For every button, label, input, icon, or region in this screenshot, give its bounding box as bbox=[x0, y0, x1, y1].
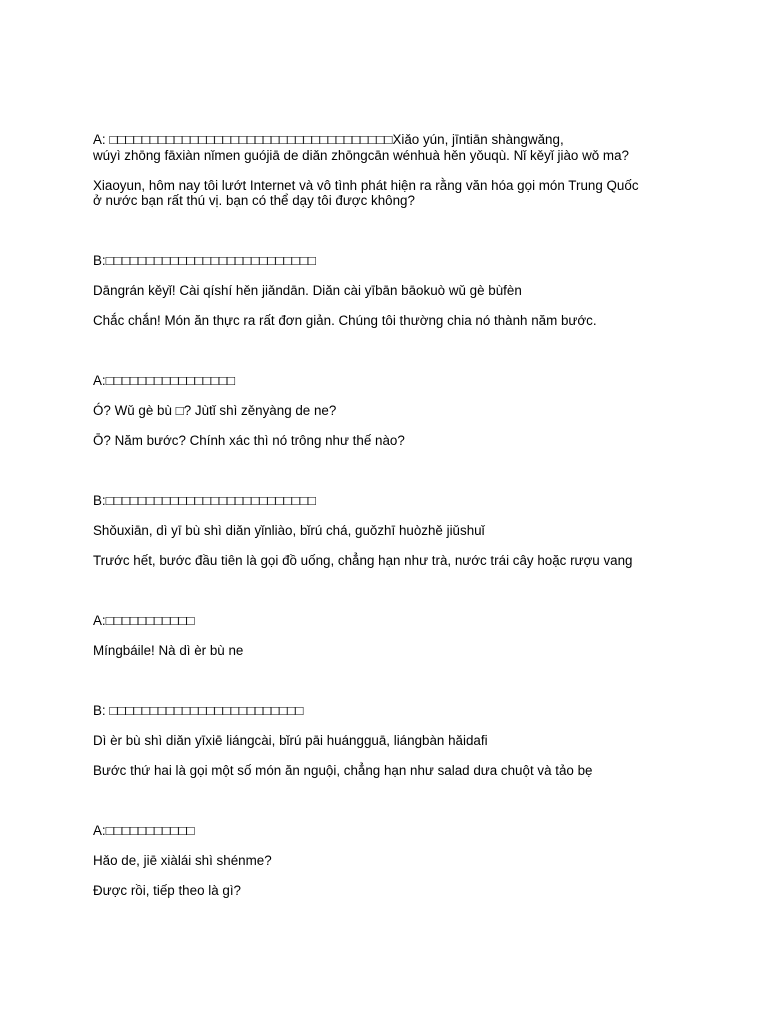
dialogue-line-b3-chinese: B: □□□□□□□□□□□□□□□□□□□□□□□□ bbox=[93, 703, 304, 718]
dialogue-line-b3-vietnamese: Bước thứ hai là gọi một số món ăn nguội, chẳng hạn như salad dưa chuột và tảo bẹ bbox=[93, 763, 593, 778]
dialogue-line-b2-vietnamese: Trước hết, bước đầu tiên là gọi đồ uống, chẳng hạn như trà, nước trái cây hoặc rượu vang bbox=[93, 553, 633, 568]
dialogue-line-a4-chinese: A:□□□□□□□□□□□ bbox=[93, 823, 195, 838]
dialogue-line-b1-chinese: B:□□□□□□□□□□□□□□□□□□□□□□□□□□ bbox=[93, 253, 316, 268]
dialogue-line-b2-chinese: B:□□□□□□□□□□□□□□□□□□□□□□□□□□ bbox=[93, 493, 316, 508]
dialogue-line-a2-pinyin: Ó? Wǔ gè bù □? Jùtǐ shì zěnyàng de ne? bbox=[93, 403, 337, 418]
dialogue-line-a3-chinese: A:□□□□□□□□□□□ bbox=[93, 613, 195, 628]
dialogue-line-a4-pinyin: Hǎo de, jiē xiàlái shì shénme? bbox=[93, 853, 272, 868]
dialogue-line-b2-pinyin: Shǒuxiān, dì yī bù shì diǎn yǐnliào, bǐrú chá, guǒzhī huòzhě jiǔshuǐ bbox=[93, 523, 485, 538]
dialogue-line-a3-pinyin: Míngbáile! Nà dì èr bù ne bbox=[93, 643, 244, 658]
dialogue-line-b1-vietnamese: Chắc chắn! Món ăn thực ra rất đơn giản. Chúng tôi thường chia nó thành năm bước. bbox=[93, 313, 597, 328]
dialogue-line-a1-vietnamese-cont: ở nước bạn rất thú vị. bạn có thể dạy tôi được không? bbox=[93, 193, 415, 208]
dialogue-line-b3-pinyin: Dì èr bù shì diǎn yīxiē liángcài, bǐrú pāi huángguā, liángbàn hǎidafi bbox=[93, 733, 488, 748]
dialogue-line-a2-vietnamese: Ō? Năm bước? Chính xác thì nó trông như thế nào? bbox=[93, 433, 405, 448]
dialogue-line-a1-vietnamese: Xiaoyun, hôm nay tôi lướt Internet và vô tình phát hiện ra rằng văn hóa gọi món Trung Quốc bbox=[93, 178, 639, 193]
dialogue-line-a4-vietnamese: Được rồi, tiếp theo là gì? bbox=[93, 883, 242, 898]
dialogue-line-b1-pinyin: Dāngrán kěyǐ! Cài qíshí hěn jiǎndān. Diǎn cài yībān bāokuò wǔ gè bùfèn bbox=[93, 283, 522, 298]
dialogue-line-a1-chinese: A: □□□□□□□□□□□□□□□□□□□□□□□□□□□□□□□□□□□Xiǎo yún, jīntiān shàngwǎng, bbox=[93, 132, 564, 147]
dialogue-line-a1-pinyin: wúyì zhōng fāxiàn nǐmen guójiā de diǎn zhōngcān wénhuà hěn yǒuqù. Nǐ kěyǐ jiào wǒ ma? bbox=[93, 148, 629, 163]
dialogue-line-a2-chinese: A:□□□□□□□□□□□□□□□□ bbox=[93, 373, 236, 388]
